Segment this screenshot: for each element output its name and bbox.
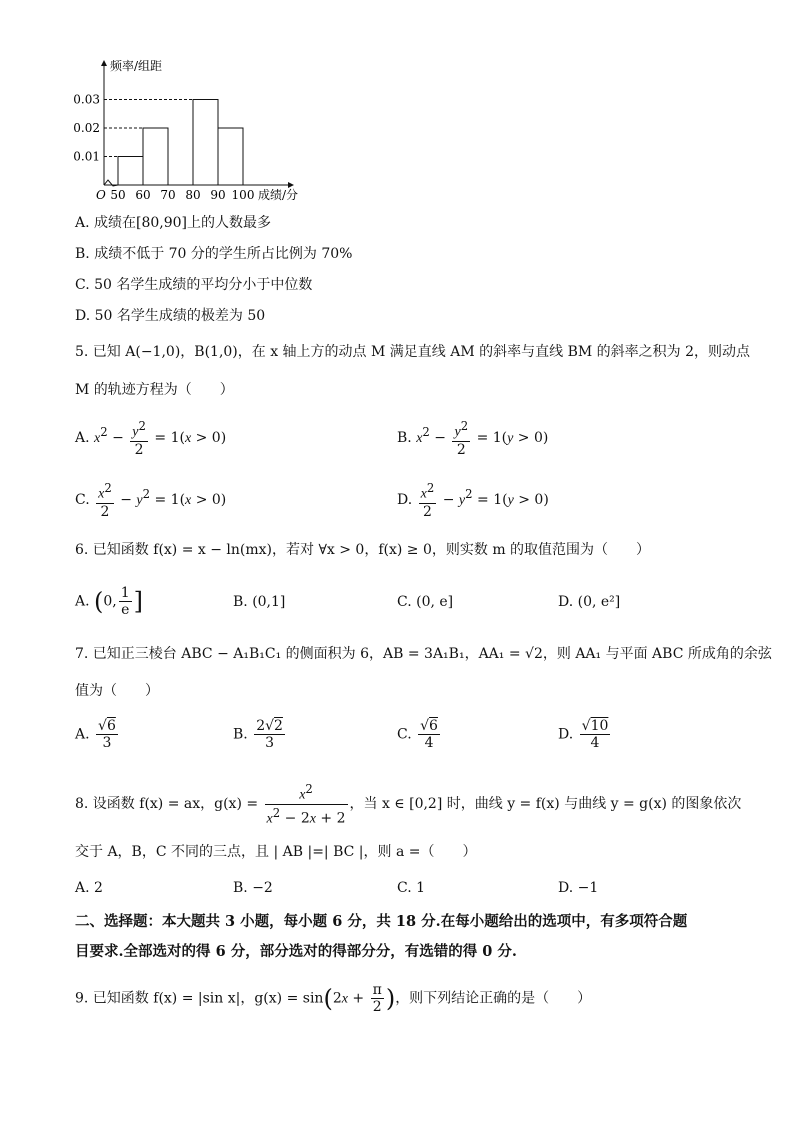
q7-option-b: B. $\frac{2√2}{3}$ (233, 718, 283, 751)
section-2-heading-line2: 目要求.全部选对的得 6 分，部分选对的得部分分，有选错的得 0 分. (75, 943, 517, 960)
q8-option-c: C. 1 (397, 880, 426, 896)
option-label: C. (397, 726, 412, 743)
histogram-bar (193, 100, 218, 186)
origin-label: O (96, 188, 106, 202)
histogram-bar (118, 157, 143, 186)
q4-option-d: D. 50 名学生成绩的极差为 50 (75, 308, 266, 324)
q8-stem-line2: 交于 A，B，C 不同的三点，且 | AB |=| BC |，则 a =（ ） (75, 844, 477, 860)
option-label: D. (558, 726, 574, 743)
q7-stem-line2: 值为（ ） (75, 683, 159, 699)
q6-option-a: A. (0, $\frac{1}{e}$ ] (75, 585, 144, 618)
option-label: D. (397, 491, 413, 508)
q6-option-b: B. (0,1] (233, 594, 286, 610)
y-tick-label: 0.01 (73, 149, 100, 164)
q8-stem-line1: 8. 设函数 f(x) = ax，g(x) = $\frac{x^2}{x^2 - 2x + 2}$ ，当 x ∈ [0,2] 时，曲线 y = f(x) 与曲线 y = g(x) 的图象依次 (75, 782, 742, 827)
q5-stem-line2: M 的轨迹方程为（ ） (75, 382, 234, 398)
x-tick-label: 100 (231, 188, 255, 202)
option-label: A. (75, 726, 90, 743)
q6-stem: 6. 已知函数 f(x) = x − ln(mx)，若对 ∀x > 0，f(x) ≥ 0，则实数 m 的取值范围为（ ） (75, 542, 651, 558)
q5-option-d: D. $\frac{x^2}{2}$ − $y^2 = 1(y > 0)$ (397, 481, 549, 520)
y-tick-label: 0.02 (73, 121, 100, 135)
x-axis-label: 成绩/分 (258, 188, 299, 202)
section-2-heading-line1: 二、选择题：本大题共 3 小题，每小题 6 分，共 18 分.在每小题给出的选项中，有多项符合题 (75, 913, 688, 930)
q4-option-c: C. 50 名学生成绩的平均分小于中位数 (75, 277, 313, 293)
q6-option-c: C. (0, e] (397, 594, 454, 610)
q9-stem: 9. 已知函数 f(x) = |sin x|，g(x) = sin(2x + $\frac{\pi}{2}$ )，则下列结论正确的是（ ） (75, 982, 592, 1015)
option-label: B. (397, 429, 412, 446)
x-tick-label: 50 (110, 188, 126, 202)
y-axis-arrow (101, 60, 107, 66)
histogram-bar (143, 128, 168, 185)
histogram-bar (218, 128, 243, 185)
q4-option-b: B. 成绩不低于 70 分的学生所占比例为 70% (75, 246, 353, 262)
q5-option-b: B. $x^2$ − $\frac{y^2}{2}$ = 1(y > 0) (397, 419, 549, 458)
frequency-histogram (73, 58, 318, 208)
q8-option-a: A. 2 (75, 880, 103, 896)
q8-option-b: B. −2 (233, 880, 273, 896)
q7-option-a: A. $\frac{√6}{3}$ (75, 718, 116, 751)
q5-stem-line1: 5. 已知 A(−1,0)，B(1,0)，在 x 轴上方的动点 M 满足直线 AM 的斜率与直线 BM 的斜率之积为 2，则动点 (75, 344, 751, 360)
q5-option-a: A. $x^2$ − $\frac{y^2}{2}$ = 1(x > 0) (75, 419, 227, 458)
q7-option-d: D. $\frac{√10}{4}$ (558, 718, 609, 751)
y-axis-label: 频率/组距 (110, 59, 163, 73)
x-tick-label: 60 (135, 188, 151, 202)
option-label: C. (75, 491, 90, 508)
q6-option-d: D. (0, e²] (558, 594, 621, 610)
q7-option-c: C. $\frac{√6}{4}$ (397, 718, 438, 751)
q5-option-c: C. $\frac{x^2}{2}$ − $y^2 = 1(x > 0)$ (75, 481, 227, 520)
q7-stem-line1: 7. 已知正三棱台 ABC − A₁B₁C₁ 的侧面积为 6，AB = 3A₁B₁，AA₁ = √2，则 AA₁ 与平面 ABC 所成角的余弦 (75, 646, 772, 662)
x-tick-label: 90 (210, 188, 226, 202)
y-tick-label: 0.03 (73, 92, 100, 107)
option-label: A. (75, 429, 90, 446)
q8-option-d: D. −1 (558, 880, 599, 896)
option-label: B. (233, 726, 248, 743)
x-tick-label: 80 (185, 188, 201, 202)
q4-option-a: A. 成绩在[80,90]上的人数最多 (75, 215, 272, 231)
x-tick-label: 70 (160, 188, 176, 202)
option-label: A. (75, 593, 90, 610)
